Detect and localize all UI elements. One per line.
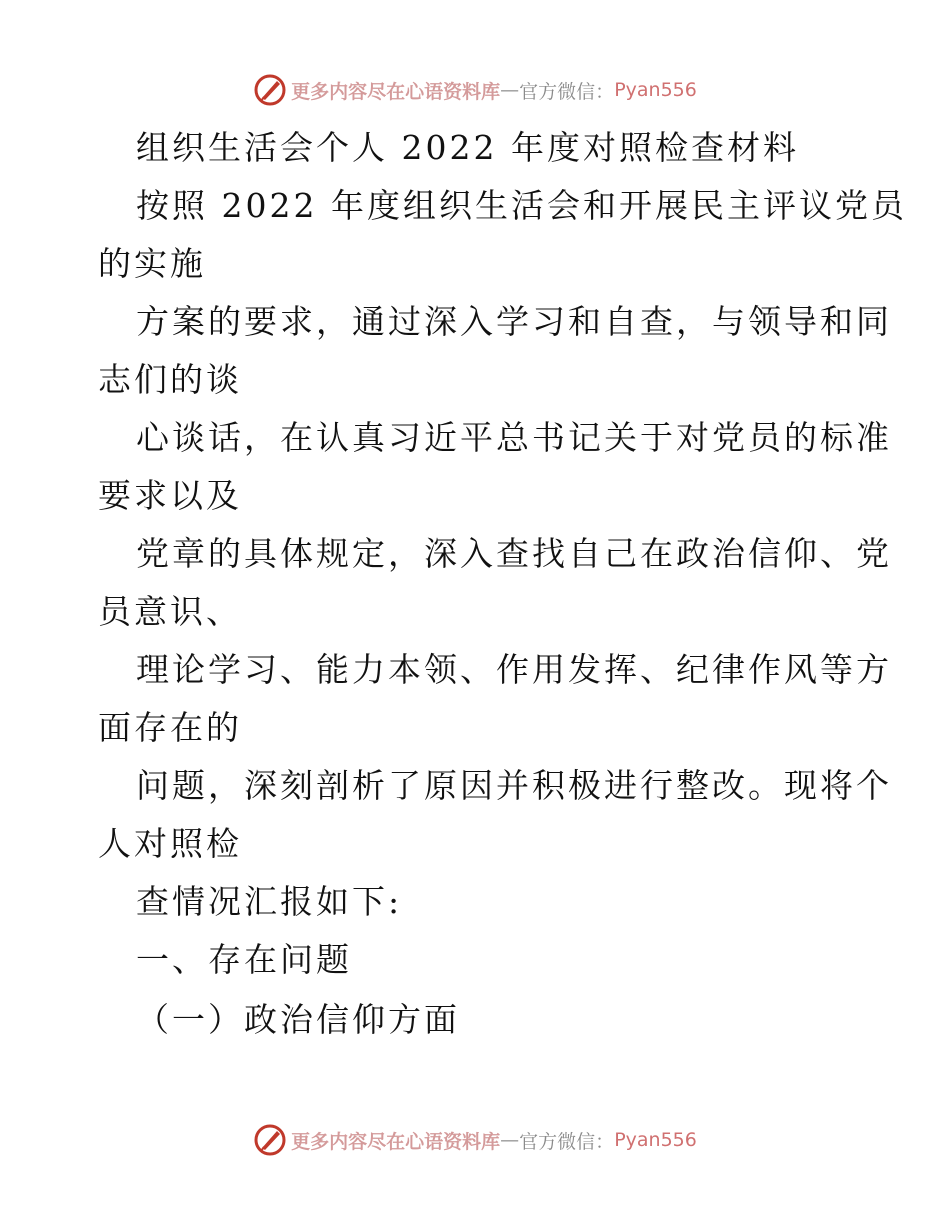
red-quill-seal-icon <box>253 73 287 107</box>
section-heading: 一、存在问题 <box>136 940 352 979</box>
document-title: 组织生活会个人 2022 年度对照检查材料 <box>136 128 799 167</box>
footer-watermark <box>0 1120 950 1160</box>
watermark-dash: — <box>500 1129 520 1151</box>
subsection-heading: （一）政治信仰方面 <box>136 1000 460 1039</box>
paragraph-line: 查情况汇报如下: <box>136 882 403 921</box>
paragraph-line: 人对照检 <box>98 824 242 863</box>
watermark-dash: — <box>500 79 520 101</box>
paragraph-line: 的实施 <box>98 244 206 283</box>
paragraph-line: 按照 2022 年度组织生活会和开展民主评议党员 <box>136 186 907 225</box>
paragraph-line: 党章的具体规定，深入查找自己在政治信仰、党 <box>136 534 892 573</box>
watermark-official-label: 官方微信： <box>519 1130 615 1153</box>
watermark-wechat-id: Pyan556 <box>614 79 697 101</box>
watermark-lead-text: 更多内容尽在心语资料库 <box>291 80 501 103</box>
paragraph-line: 心谈话，在认真习近平总书记关于对党员的标准 <box>136 418 892 457</box>
paragraph-line: 要求以及 <box>98 476 242 515</box>
paragraph-line: 问题，深刻剖析了原因并积极进行整改。现将个 <box>136 766 892 805</box>
paragraph-line: 志们的谈 <box>98 360 242 399</box>
watermark-wechat-id: Pyan556 <box>614 1129 697 1151</box>
paragraph-line: 理论学习、能力本领、作用发挥、纪律作风等方 <box>136 650 892 689</box>
watermark-lead-text: 更多内容尽在心语资料库 <box>291 1130 501 1153</box>
red-quill-seal-icon <box>253 1123 287 1157</box>
paragraph-line: 员意识、 <box>98 592 242 631</box>
paragraph-line: 方案的要求，通过深入学习和自查，与领导和同 <box>136 302 892 341</box>
watermark-official-label: 官方微信： <box>519 80 615 103</box>
header-watermark <box>0 70 950 110</box>
paragraph-line: 面存在的 <box>98 708 242 747</box>
